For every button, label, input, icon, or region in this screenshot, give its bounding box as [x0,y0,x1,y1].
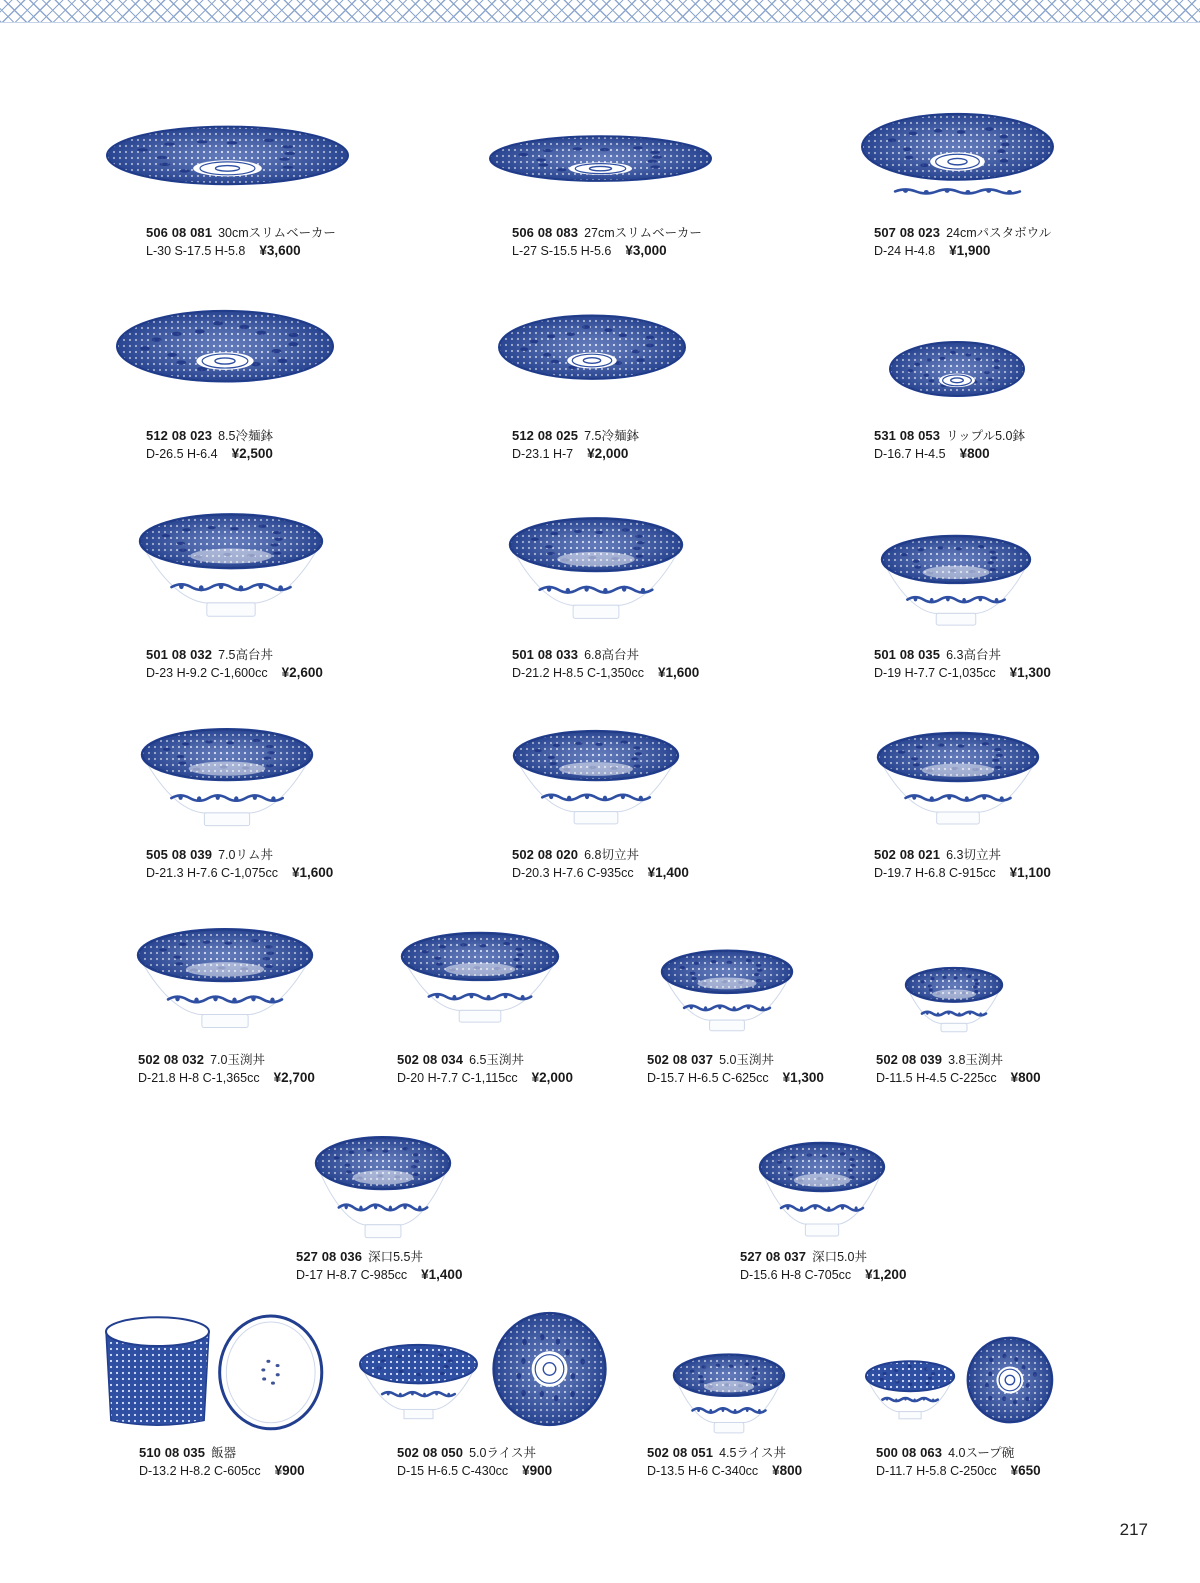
product-code: 502 08 051 [647,1445,714,1460]
caption-line-2 [397,1462,552,1480]
caption-line-2 [740,1266,906,1284]
product-caption [138,1051,315,1087]
product-name: 6.8高台丼 [584,648,639,662]
product-caption [512,846,689,882]
product-photo [508,515,684,625]
product-name: 7.5冷麺鉢 [584,429,639,443]
product-code: 507 08 023 [874,225,941,240]
product-dimensions: D-21.8 H-8 C-1,365cc [138,1071,260,1085]
product-dimensions: D-20.3 H-7.6 C-935cc [512,866,634,880]
caption-line-2 [512,664,699,682]
product-caption [146,224,336,260]
caption-line-1 [512,224,702,242]
product-dimensions: D-20 H-7.7 C-1,115cc [397,1071,518,1085]
caption-line-1 [512,427,639,445]
caption-line-1 [874,646,1051,664]
product-code: 527 08 036 [296,1249,363,1264]
product-price: ¥1,900 [949,243,991,258]
product-photo [140,726,314,832]
product-name: 深口5.0丼 [812,1250,867,1264]
product-caption [146,646,323,682]
product-name: 4.5ライス丼 [719,1446,786,1460]
caption-line-1 [876,1444,1041,1462]
product-name: 24cmパスタボウル [946,226,1052,240]
product-name: 6.3切立丼 [946,848,1001,862]
product-name: リップル5.0鉢 [946,429,1025,443]
product-name: 30cmスリムベーカー [218,226,336,240]
caption-line-2 [874,664,1051,682]
product-price: ¥800 [959,446,990,461]
product-dimensions: L-27 S-15.5 H-5.6 [512,244,612,258]
product-price: ¥650 [1010,1463,1041,1478]
product-code: 505 08 039 [146,847,213,862]
product-dimensions: D-16.7 H-4.5 [874,447,946,461]
product-code: 502 08 021 [874,847,941,862]
product-price: ¥900 [274,1463,305,1478]
product-name: 27cmスリムベーカー [584,226,702,240]
product-name: 5.0玉渕丼 [719,1053,774,1067]
product-caption [397,1444,552,1480]
product-photo [512,728,680,830]
product-photo [358,1305,610,1433]
product-code: 500 08 063 [876,1445,943,1460]
caption-line-1 [512,846,689,864]
product-caption [512,224,702,260]
product-name: 8.5冷麺鉢 [218,429,273,443]
product-dimensions: D-19.7 H-6.8 C-915cc [874,866,996,880]
product-name: 5.0ライス丼 [469,1446,536,1460]
caption-line-2 [874,242,1051,260]
product-code: 502 08 034 [397,1052,464,1067]
caption-line-1 [647,1051,824,1069]
product-price: ¥2,700 [273,1070,315,1085]
product-price: ¥1,200 [865,1267,907,1282]
product-name: 7.0玉渕丼 [210,1053,265,1067]
product-photo [115,307,335,405]
product-name: 6.8切立丼 [584,848,639,862]
product-code: 512 08 025 [512,428,579,443]
caption-line-1 [146,846,333,864]
product-caption [876,1051,1041,1087]
caption-line-1 [146,224,336,242]
product-caption [874,224,1051,260]
product-dimensions: D-15 H-6.5 C-430cc [397,1464,509,1478]
product-photo [876,730,1040,830]
product-code: 502 08 039 [876,1052,943,1067]
caption-line-1 [138,1051,315,1069]
product-code: 506 08 081 [146,225,213,240]
product-photo [904,966,1004,1036]
product-photo [136,926,314,1034]
product-photo [864,1330,1056,1430]
product-dimensions: D-21.3 H-7.6 C-1,075cc [146,866,279,880]
product-price: ¥2,500 [231,446,273,461]
product-code: 527 08 037 [740,1249,807,1264]
product-photo [758,1140,886,1240]
product-code: 510 08 035 [139,1445,206,1460]
product-price: ¥3,600 [259,243,301,258]
product-caption [512,427,639,463]
product-code: 501 08 033 [512,647,579,662]
product-price: ¥1,300 [1009,665,1051,680]
caption-line-2 [146,445,273,463]
product-price: ¥900 [522,1463,553,1478]
caption-line-1 [397,1051,573,1069]
caption-line-2 [146,664,323,682]
product-photo [400,930,560,1028]
product-name: 飯器 [211,1446,237,1460]
product-price: ¥1,400 [647,865,689,880]
caption-line-1 [146,646,323,664]
product-price: ¥1,400 [421,1267,463,1282]
product-caption [740,1248,906,1284]
caption-line-1 [874,427,1025,445]
caption-line-2 [647,1462,802,1480]
product-name: 6.3高台丼 [946,648,1001,662]
product-caption [874,846,1051,882]
product-code: 502 08 020 [512,847,579,862]
product-code: 502 08 050 [397,1445,464,1460]
product-dimensions: D-24 H-4.8 [874,244,936,258]
product-name: 6.5玉渕丼 [469,1053,524,1067]
caption-line-2 [139,1462,305,1480]
product-photo [497,312,687,400]
page-number: 217 [1119,1520,1148,1539]
product-price: ¥1,300 [782,1070,824,1085]
caption-line-1 [146,427,273,445]
product-code: 501 08 032 [146,647,213,662]
product-photo [488,135,713,197]
product-price: ¥2,000 [587,446,629,461]
product-dimensions: D-11.5 H-4.5 C-225cc [876,1071,997,1085]
product-code: 531 08 053 [874,428,941,443]
product-code: 502 08 032 [138,1052,205,1067]
product-price: ¥1,100 [1009,865,1051,880]
caption-line-2 [874,864,1051,882]
caption-line-2 [138,1069,315,1087]
product-caption [139,1444,305,1480]
caption-line-2 [146,242,336,260]
product-price: ¥2,000 [531,1070,573,1085]
product-name: 4.0スープ碗 [948,1446,1015,1460]
product-photo [314,1134,452,1242]
product-price: ¥1,600 [658,665,700,680]
product-dimensions: D-13.5 H-6 C-340cc [647,1464,759,1478]
product-caption [874,427,1025,463]
product-photo [102,1310,324,1430]
top-pattern-band [0,0,1200,23]
product-dimensions: D-15.7 H-6.5 C-625cc [647,1071,769,1085]
product-code: 512 08 023 [146,428,213,443]
caption-line-1 [874,846,1051,864]
caption-line-2 [512,864,689,882]
caption-line-1 [740,1248,906,1266]
caption-line-2 [876,1069,1041,1087]
product-photo [138,511,324,623]
caption-line-2 [146,864,333,882]
product-dimensions: D-19 H-7.7 C-1,035cc [874,666,996,680]
caption-line-2 [512,445,639,463]
product-photo [660,948,794,1036]
product-caption [876,1444,1041,1480]
product-dimensions: D-13.2 H-8.2 C-605cc [139,1464,261,1478]
product-dimensions: D-26.5 H-6.4 [146,447,218,461]
caption-line-2 [296,1266,462,1284]
caption-line-1 [139,1444,305,1462]
product-dimensions: D-11.7 H-5.8 C-250cc [876,1464,997,1478]
product-price: ¥800 [1010,1070,1041,1085]
product-name: 7.0リム丼 [218,848,273,862]
product-caption [146,846,333,882]
caption-line-2 [874,445,1025,463]
caption-line-1 [874,224,1051,242]
product-photo [860,108,1055,205]
product-price: ¥1,600 [292,865,334,880]
product-caption [512,646,699,682]
caption-line-1 [876,1051,1041,1069]
product-price: ¥2,600 [281,665,323,680]
product-caption [874,646,1051,682]
product-code: 502 08 037 [647,1052,714,1067]
product-name: 7.5高台丼 [218,648,273,662]
product-dimensions: L-30 S-17.5 H-5.8 [146,244,246,258]
product-name: 3.8玉渕丼 [948,1053,1003,1067]
product-dimensions: D-17 H-8.7 C-985cc [296,1268,408,1282]
product-caption [647,1051,824,1087]
product-dimensions: D-15.6 H-8 C-705cc [740,1268,852,1282]
caption-line-2 [512,242,702,260]
caption-line-2 [397,1069,573,1087]
product-caption [296,1248,462,1284]
product-caption [146,427,273,463]
caption-line-2 [876,1462,1041,1480]
product-dimensions: D-23.1 H-7 [512,447,574,461]
product-caption [647,1444,802,1480]
product-code: 501 08 035 [874,647,941,662]
product-caption [397,1051,573,1087]
caption-line-2 [647,1069,824,1087]
caption-line-1 [397,1444,552,1462]
product-photo [672,1352,786,1438]
product-photo [888,339,1026,414]
product-dimensions: D-21.2 H-8.5 C-1,350cc [512,666,645,680]
product-name: 深口5.5丼 [368,1250,423,1264]
product-photo [880,533,1032,631]
product-photo [105,125,350,205]
product-code: 506 08 083 [512,225,579,240]
product-dimensions: D-23 H-9.2 C-1,600cc [146,666,268,680]
product-price: ¥3,000 [625,243,667,258]
caption-line-1 [647,1444,802,1462]
caption-line-1 [512,646,699,664]
caption-line-1 [296,1248,462,1266]
product-price: ¥800 [772,1463,803,1478]
